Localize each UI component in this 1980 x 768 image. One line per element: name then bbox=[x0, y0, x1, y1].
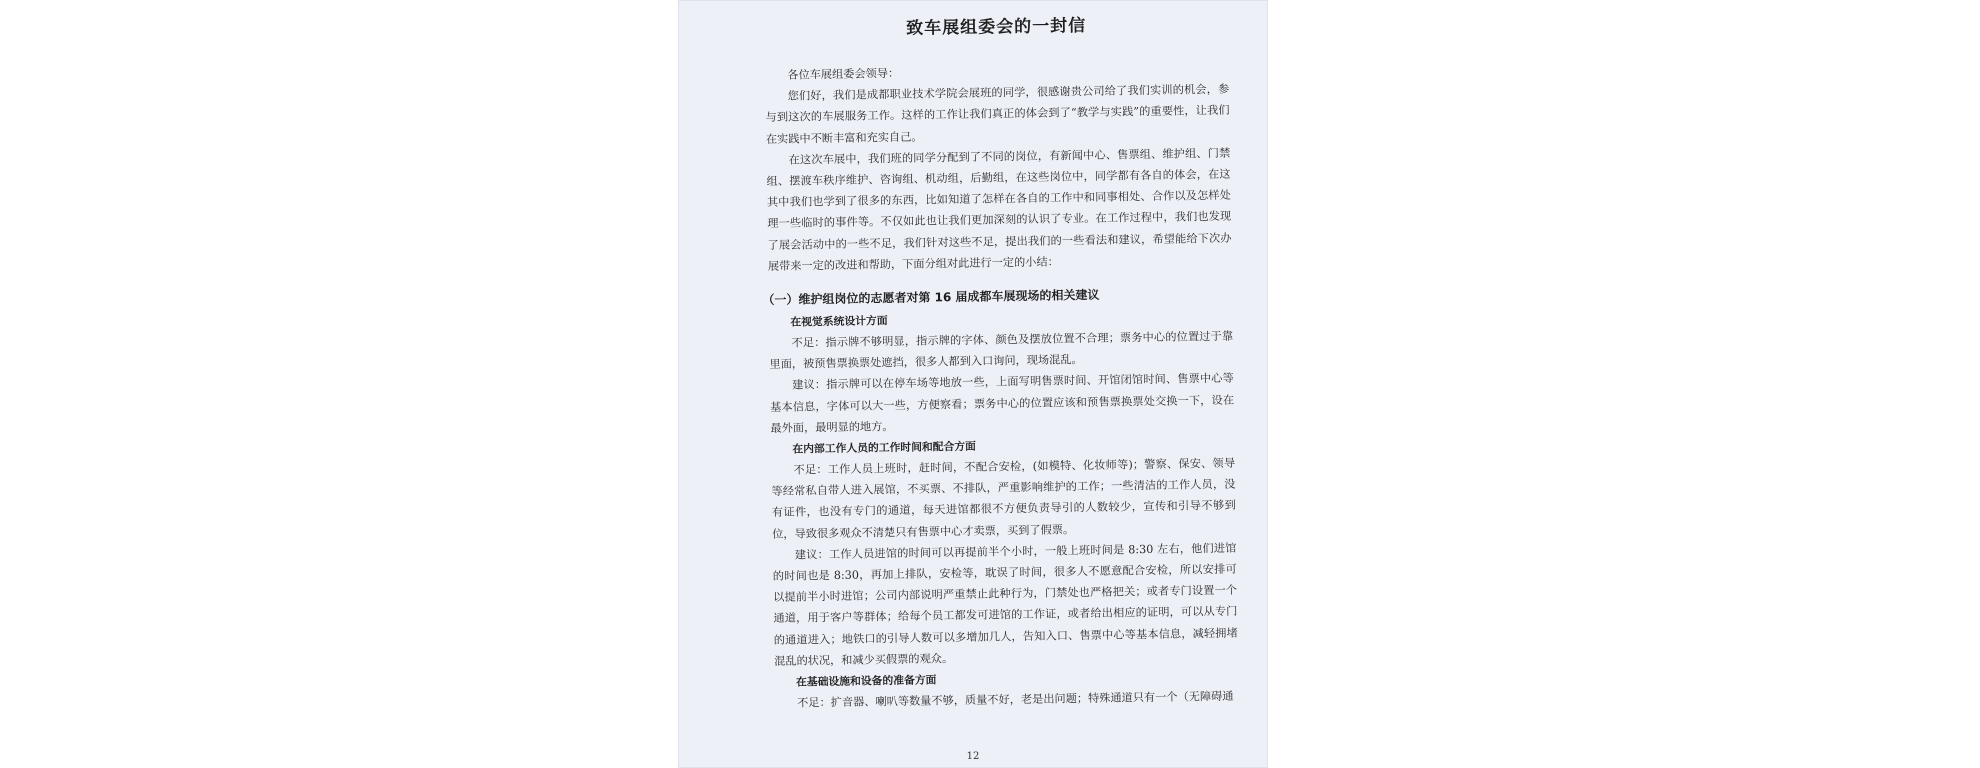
section-heading: （一）维护组岗位的志愿者对第 16 届成都车展现场的相关建议 bbox=[762, 287, 1100, 308]
paragraph-visual-shortcomings: 不足：指示牌不够明显，指示牌的字体、颜色及摆放位置不合理；票务中心的位置过于靠里面，被预售票换票处遮挡，很多人都到入口询问，现场混乱。 bbox=[769, 329, 1234, 372]
intro-paragraph-2: 在这次车展中，我们班的同学分配到了不同的岗位，有新闻中心、售票组、维护组、门禁组、摆渡车秩序维护、咨询组、机动组，后勤组，在这些岗位中，同学都有各自的体会，在这其中我们也学到了很多的东西，比如知道了怎样在各自的工作中和同事相处、合作以及怎样处理一些临时的事件等。不仅如此也让我们更加深刻的认识了专业。在工作过程中，我们也发现了展会活动中的一些不足，我们针对这些不足，提出我们的一些看法和建议，希望能给下次办展带来一定的改进和帮助，下面分组对此进行一定的小结： bbox=[766, 146, 1232, 273]
document-page bbox=[678, 0, 1268, 768]
paragraph-staff-suggestions: 建议：工作人员进馆的时间可以再提前半个小时，一般上班时间是 8:30 左右，他们进馆的时间也是 8:30，再加上排队，安检等，耽误了时间，很多人不愿意配合安检，所以安排可以提前半小时进馆；公司内部说明严重禁止此种行为，门禁处也严格把关；或者专门设置一个通道，用于客户等群体；给每个员工都发可进馆的工作证，或者给出相应的证明，可以从专门的通道进入；地铁口的引导人数可以多增加几人，告知入口、售票中心等基本信息，减轻拥堵混乱的状况，和减少买假票的观众。 bbox=[772, 541, 1238, 668]
subsection-heading-facilities: 在基础设施和设备的准备方面 bbox=[795, 673, 937, 689]
paragraph-staff-shortcomings: 不足：工作人员上班时，赶时间，不配合安检，(如模特、化妆师等)；警察、保安、领导等经常私自带人进入展馆，不买票、不排队，严重影响维护的工作；一些清洁的工作人员，没有证件，也没有专门的通道，每天进馆都很不方便负责导引的人数较少，宣传和引导不够到位，导致很多观众不清楚只有售票中心才卖票，买到了假票。 bbox=[771, 456, 1236, 541]
letter-title: 致车展组委会的一封信 bbox=[906, 15, 1087, 39]
paragraph-visual-suggestions: 建议：指示牌可以在停车场等地放一些，上面写明售票时间、开馆闭馆时间、售票中心等基本信息，字体可以大一些，方便察看；票务中心的位置应该和预售票换票处交换一下，设在最外面，最明显的地方。 bbox=[770, 372, 1235, 435]
page-number: 12 bbox=[966, 751, 980, 762]
subsection-heading-visual-system: 在视觉系统设计方面 bbox=[790, 314, 888, 329]
salutation: 各位车展组委会领导： bbox=[787, 66, 900, 82]
intro-paragraph-1: 您们好，我们是成都职业技术学院会展班的同学，很感谢贵公司给了我们实训的机会，参与到这次的车展服务工作。这样的工作让我们真正的体会到了“教学与实践”的重要性，让我们在实践中不断丰富和充实自己。 bbox=[765, 82, 1230, 146]
subsection-heading-staff-time: 在内部工作人员的工作时间和配合方面 bbox=[792, 439, 977, 456]
paragraph-facilities-shortcomings: 不足：扩音器、喇叭等数量不够，质量不好，老是出问题；特殊通道只有一个（无障碍通 bbox=[797, 689, 1234, 710]
letter-body bbox=[764, 9, 1239, 714]
